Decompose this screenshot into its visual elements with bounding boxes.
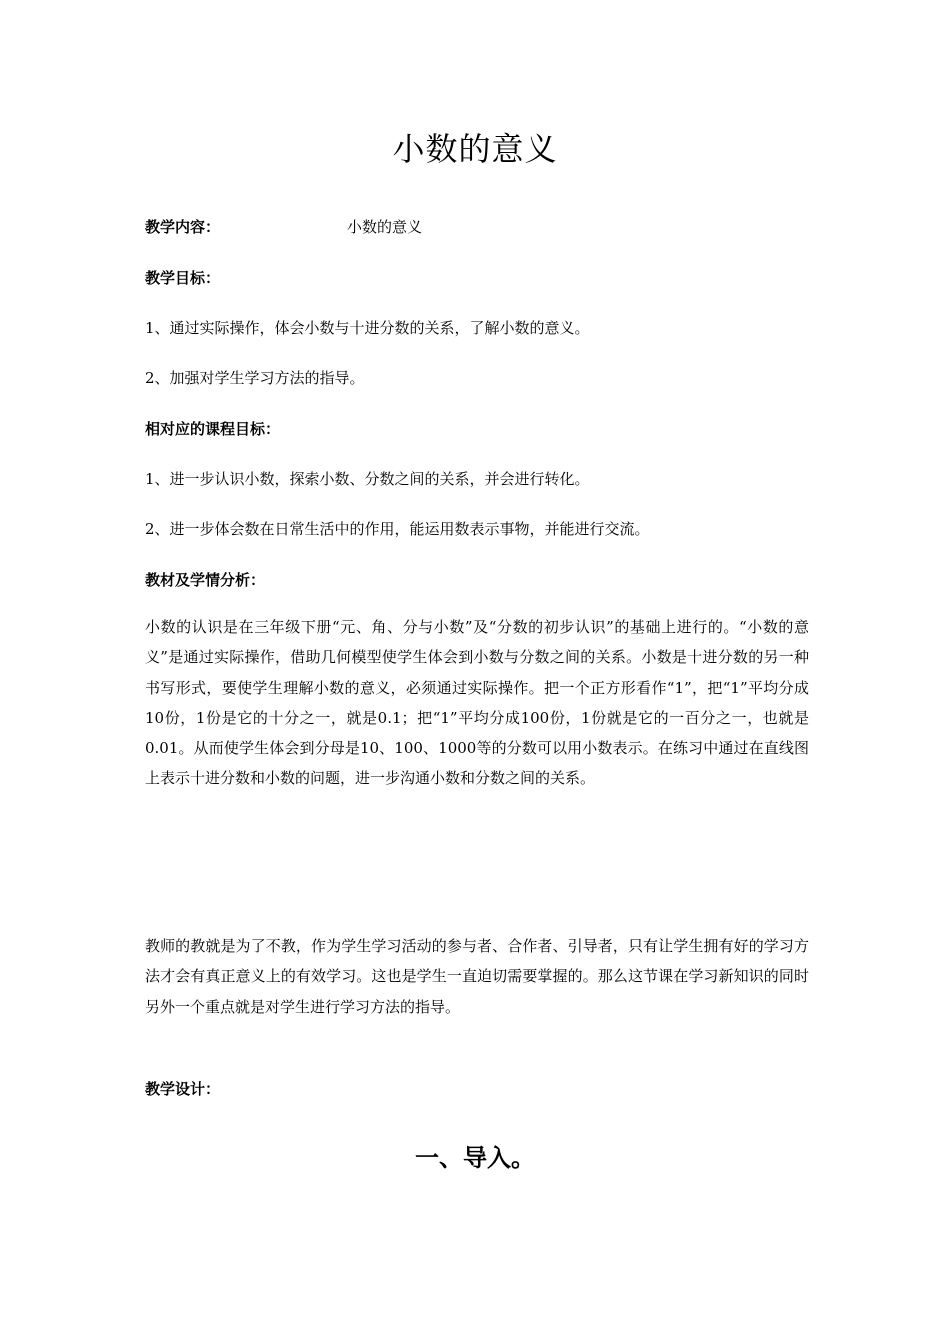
objective-item-1: 1、通过实际操作，体会小数与十进分数的关系，了解小数的意义。 [145, 319, 590, 337]
curriculum-goals-label: 相对应的课程目标： [145, 420, 281, 438]
document-title: 小数的意义 [392, 130, 558, 168]
teaching-content-row [145, 217, 815, 237]
teaching-content-label: 教学内容： [145, 218, 221, 236]
teaching-content-value: 小数的意义 [347, 218, 423, 236]
analysis-label: 教材及学情分析： [145, 571, 266, 589]
teaching-design-label: 教学设计： [145, 1080, 221, 1098]
objective-item-2: 2、加强对学生学习方法的指导。 [145, 369, 365, 387]
curriculum-goal-item-2: 2、进一步体会数在日常生活中的作用，能运用数表示事物，并能进行交流。 [145, 520, 650, 538]
analysis-paragraph-1: 小数的认识是在三年级下册“元、角、分与小数”及“分数的初步认识”的基础上进行的。“小数的意义”是通过实际操作，借助几何模型使学生体会到小数与分数之间的关系。小数是十进分数的另一种书写形式，要使学生理解小数的意义，必须通过实际操作。把一个正方形看作“1”，把“1”平均分成10份，1份是它的十分之一，就是0.1；把“1”平均分成100份，1份就是它的一百分之一，也就是0.01。从而使学生体会到分母是10、100、1000等的分数可以用小数表示。在练习中通过在直线图上表示十进分数和小数的问题，进一步沟通小数和分数之间的关系。 [145, 618, 809, 788]
analysis-paragraph-2: 教师的教就是为了不教，作为学生学习活动的参与者、合作者、引导者，只有让学生拥有好的学习方法才会有真正意义上的有效学习。这也是学生一直迫切需要掌握的。那么这节课在学习新知识的同时另外一个重点就是对学生进行学习方法的指导。 [145, 937, 809, 1016]
teaching-objectives-label: 教学目标： [145, 269, 221, 287]
section-one-title: 一、导入。 [415, 1144, 535, 1172]
curriculum-goal-item-1: 1、进一步认识小数，探索小数、分数之间的关系，并会进行转化。 [145, 470, 590, 488]
